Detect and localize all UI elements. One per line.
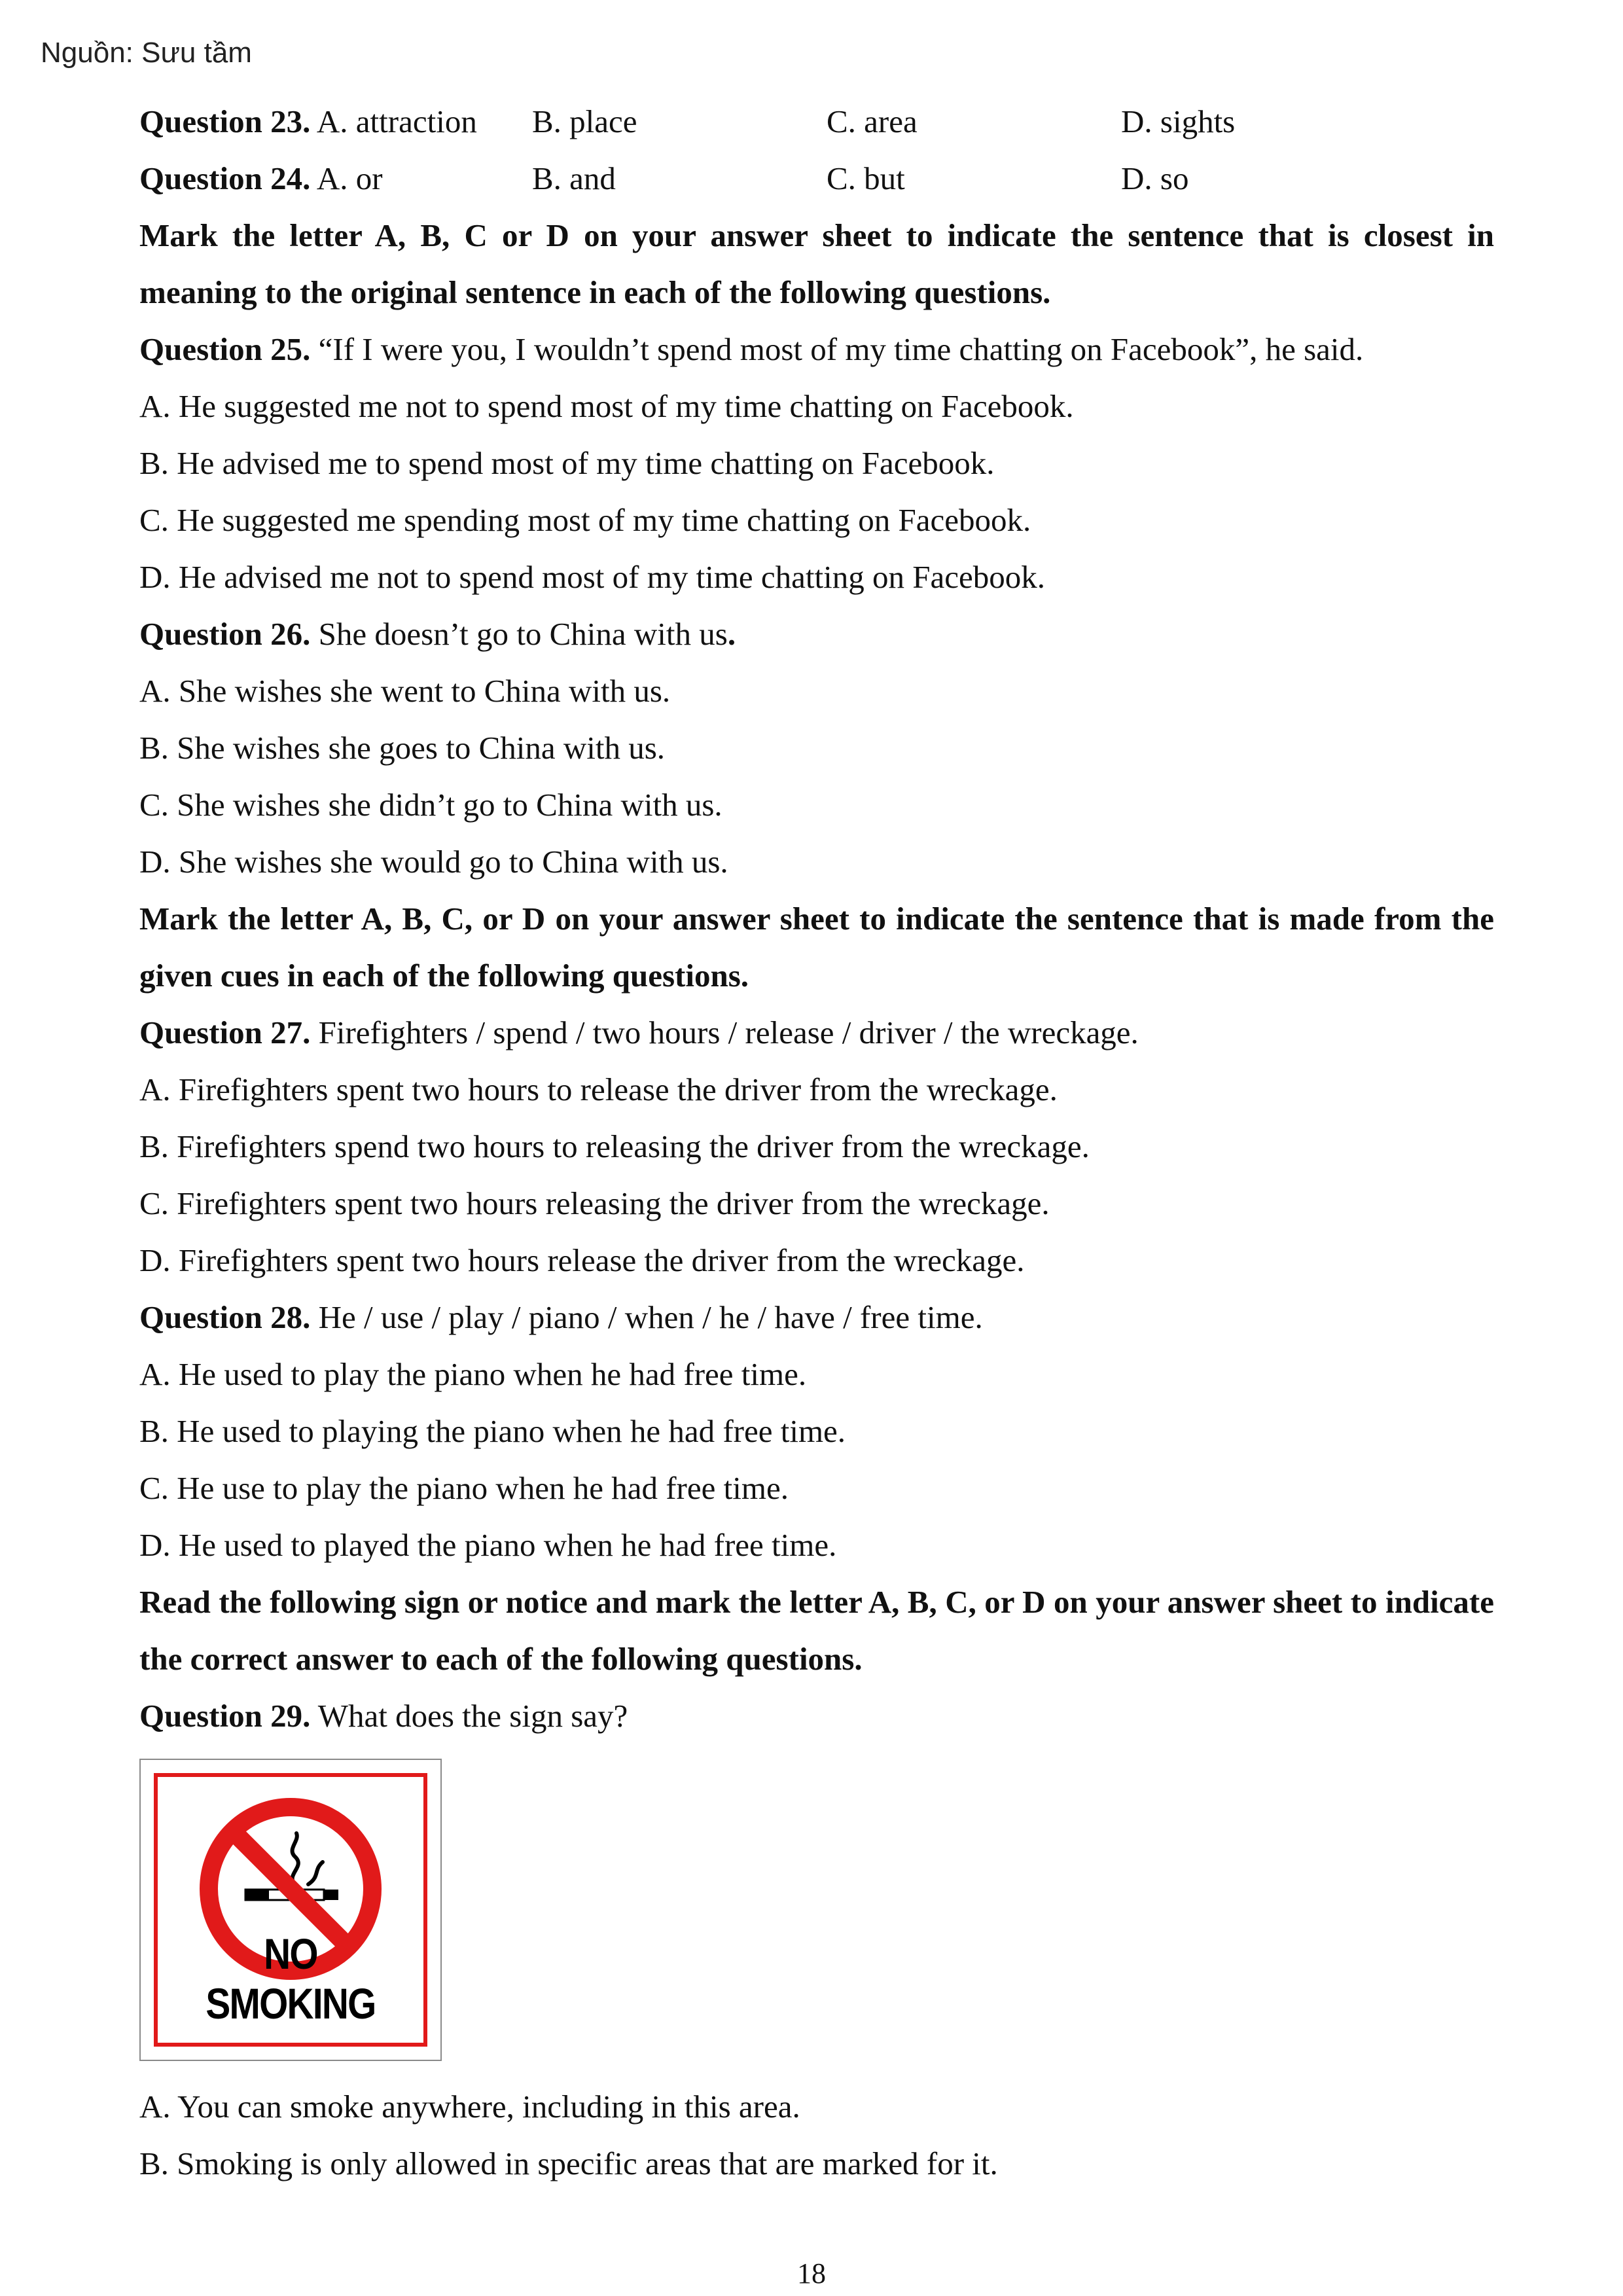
question-label: Question 24. <box>139 160 311 196</box>
option-b: B. She wishes she goes to China with us. <box>139 730 666 766</box>
question-29 <box>139 1687 1494 1744</box>
option-d: D. He advised me not to spend most of my time chatting on Facebook. <box>139 559 1046 595</box>
question-stem: Firefighters / spend / two hours / release / driver / the wreckage. <box>318 1014 1139 1050</box>
option-a: A. attraction <box>316 103 477 139</box>
question-27 <box>139 1004 1494 1061</box>
option-b: B. and <box>532 160 616 196</box>
question-stem: She doesn’t go to China with us <box>318 616 728 652</box>
option-b: B. place <box>532 103 637 139</box>
question-label: Question 23. <box>139 103 311 139</box>
question-label: Question 26. <box>139 616 311 652</box>
option-c: C. Firefighters spent two hours releasing the driver from the wreckage. <box>139 1185 1050 1221</box>
sign-caption: NO SMOKING <box>205 1929 376 2028</box>
option-b: B. Firefighters spend two hours to releasing the driver from the wreckage. <box>139 1128 1090 1164</box>
question-24 <box>139 150 1494 207</box>
option-d: D. sights <box>1121 103 1236 139</box>
option-a: A. You can smoke anywhere, including in this area. <box>139 2089 800 2125</box>
page-number: 18 <box>797 2257 826 2289</box>
option-a: A. He suggested me not to spend most of my time chatting on Facebook. <box>139 388 1074 424</box>
option-b: B. He advised me to spend most of my time chatting on Facebook. <box>139 445 995 481</box>
option-d: D. He used to played the piano when he had free time. <box>139 1527 837 1563</box>
question-stem: He / use / play / piano / when / he / have / free time. <box>318 1299 983 1335</box>
question-26: Question 26. She doesn’t go to China with us. <box>139 616 736 652</box>
option-c: C. but <box>827 160 905 196</box>
option-c: C. She wishes she didn’t go to China with us. <box>139 787 722 823</box>
instruction-sign-notice: Read the following sign or notice and mark the letter A, B, C, or D on your answer sheet to indicate the correct answer to each of the following questions. <box>139 1584 1494 1677</box>
question-23 <box>139 93 1494 150</box>
question-label: Question 27. <box>139 1014 311 1050</box>
question-label: Question 25. <box>139 331 311 367</box>
instruction-closest-meaning: Mark the letter A, B, C or D on your answer sheet to indicate the sentence that is closest in meaning to the original sentence in each of the following questions. <box>139 217 1494 310</box>
question-stem: “If I were you, I wouldn’t spend most of my time chatting on Facebook”, he said. <box>318 331 1364 367</box>
option-b: B. Smoking is only allowed in specific areas that are marked for it. <box>139 2145 998 2181</box>
question-stem: What does the sign say? <box>317 1698 628 1734</box>
question-25 <box>139 321 1494 378</box>
option-d: D. so <box>1121 160 1189 196</box>
source-note: Nguồn: Sưu tầm <box>41 37 252 69</box>
option-c: C. area <box>827 103 918 139</box>
option-b: B. He used to playing the piano when he had free time. <box>139 1413 846 1449</box>
option-c: C. He suggested me spending most of my time chatting on Facebook. <box>139 502 1031 538</box>
question-label: Question 29. <box>139 1698 311 1734</box>
option-d: D. Firefighters spent two hours release the driver from the wreckage. <box>139 1242 1025 1278</box>
option-c: C. He use to play the piano when he had free time. <box>139 1470 789 1506</box>
option-d: D. She wishes she would go to China with us. <box>139 844 728 880</box>
option-a: A. Firefighters spent two hours to release the driver from the wreckage. <box>139 1071 1058 1107</box>
option-a: A. or <box>316 160 383 196</box>
option-a: A. She wishes she went to China with us. <box>139 673 671 709</box>
question-28 <box>139 1289 1494 1346</box>
sign-frame <box>154 1773 427 2047</box>
question-label: Question 28. <box>139 1299 311 1335</box>
instruction-given-cues: Mark the letter A, B, C, or D on your answer sheet to indicate the sentence that is made from the given cues in each of the following questions. <box>139 901 1494 994</box>
no-smoking-sign <box>139 1759 442 2061</box>
option-a: A. He used to play the piano when he had free time. <box>139 1356 807 1392</box>
exam-content <box>139 93 1494 2192</box>
